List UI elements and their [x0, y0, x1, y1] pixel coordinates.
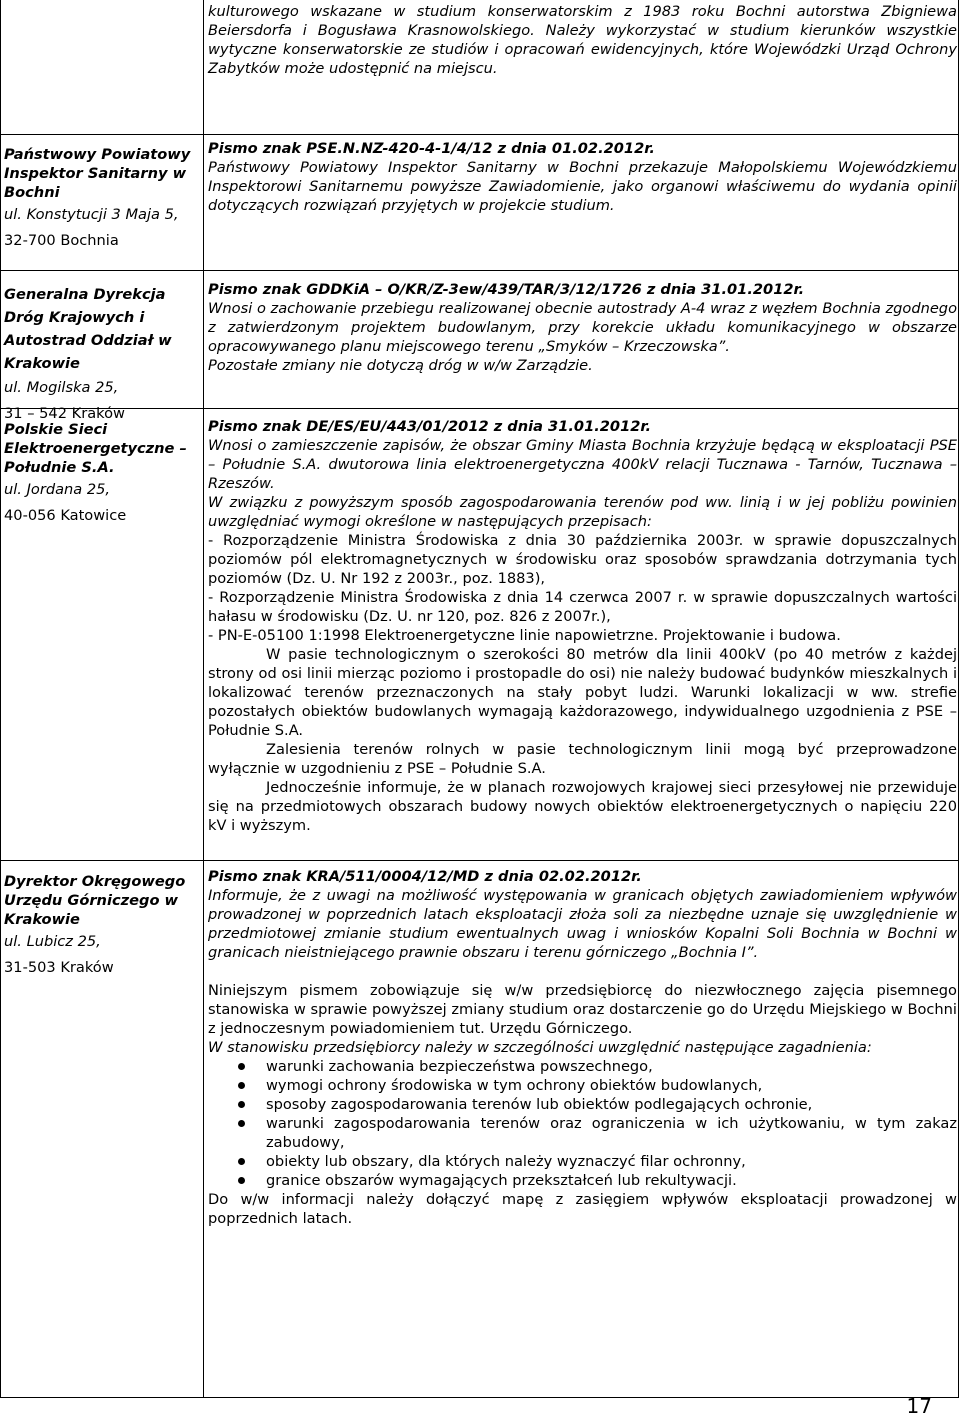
sender-street: ul. Mogilska 25,: [4, 379, 119, 396]
table-column-divider: [203, 0, 204, 1398]
sender-city: 32-700 Bochnia: [4, 232, 119, 249]
row-divider-1: [0, 134, 959, 135]
sender-city: 31-503 Kraków: [4, 959, 114, 976]
bullet-icon: [238, 1120, 245, 1127]
page-number: 17: [906, 1394, 932, 1418]
response-paragraph-4: Zalesienia terenów rolnych w pasie technologicznym linii mogą być przeprowadzone wyłącznie w uzgodnieniu z PSE – Południe S.A.: [208, 741, 957, 777]
sender-street: ul. Jordana 25,: [4, 481, 111, 498]
intro-paragraph: kulturowego wskazane w studium konserwatorskim z 1983 roku Bochni autorstwa Zbigniewa Beiersdorfa i Bogusława Krasnowolskiego. Należy wykorzystać w studium kierunków wszystkie wytyczne konserwatorskie ze studiów i opracowań ewidencyjnych, które Wojewódzki Urząd Ochrony Zabytków może udostępnić na miejscu.: [208, 3, 957, 77]
sender-gddkia: [4, 283, 209, 423]
response-paragraph-3: W stanowisku przedsiębiorcy należy w szczególności uwzględnić następujące zagadnienia:: [208, 1039, 872, 1056]
list-item: granice obszarów wymagających przekształceń lub rekultywacji.: [266, 1171, 957, 1190]
sender-city: 31 – 542 Kraków: [4, 405, 125, 422]
list-item: sposoby zagospodarowania terenów lub obiektów podlegających ochronie,: [266, 1095, 957, 1114]
response-body: Państwowy Powiatowy Inspektor Sanitarny w Bochni przekazuje Małopolskiemu Wojewódzkiemu Inspektorowi Sanitarnemu powyższe Zawiadomienie, jako organowi właściwemu do wydania opinii dotyczących rozwiązań przyjętych w projekcie studium.: [208, 159, 957, 214]
sender-street: ul. Lubicz 25,: [4, 933, 101, 950]
bullet-icon: [238, 1158, 245, 1165]
row-divider-4: [0, 860, 959, 861]
sender-sanepid: [4, 145, 200, 250]
letter-reference: Pismo znak DE/ES/EU/443/01/2012 z dnia 31.01.2012r.: [208, 418, 652, 435]
response-body-2: Pozostałe zmiany nie dotyczą dróg w w/w Zarządzie.: [208, 357, 593, 374]
bullet-icon: [238, 1063, 245, 1070]
response-paragraph-1: Informuje, że z uwagi na możliwość występowania w granicach objętych zawiadomieniem wpływów prowadzonej w poprzednich latach eksploatacji złoża soli za niezbędne uznaje się uwzględnienie w przedmiotowej zmianie studium ewentualnych uwag i wniosków Kopalni Soli Bochnia w Bochni w granicach nieistniejącego prawnie obszaru i terenu górniczego „Bochnia I”.: [208, 887, 957, 961]
response-pse: [208, 417, 957, 835]
bullet-icon: [238, 1082, 245, 1089]
letter-reference: Pismo znak PSE.N.NZ-420-4-1/4/12 z dnia 01.02.2012r.: [208, 140, 655, 157]
sender-street: ul. Konstytucji 3 Maja 5,: [4, 206, 179, 223]
issues-list: [208, 1057, 957, 1190]
sender-oug: [4, 872, 200, 977]
intro-text: [208, 2, 957, 78]
letter-reference: Pismo znak GDDKiA – O/KR/Z-3ew/439/TAR/3/12/1726 z dnia 31.01.2012r.: [208, 281, 805, 298]
bullet-icon: [238, 1177, 245, 1184]
sender-name: Dyrektor Okręgowego Urzędu Górniczego w Krakowie: [4, 873, 186, 928]
sender-pse: [4, 420, 200, 525]
response-paragraph-2: W związku z powyższym sposób zagospodarowania terenów pod ww. linią i w jej pobliżu powinien uwzględniać wymogi określone w następujących przepisach:: [208, 494, 957, 530]
sender-city: 40-056 Katowice: [4, 507, 127, 524]
regulation-3: - PN-E-05100 1:1998 Elektroenergetyczne linie napowietrzne. Projektowanie i budowa.: [208, 627, 841, 644]
table-right-border: [958, 0, 959, 1398]
regulation-2: - Rozporządzenie Ministra Środowiska z dnia 14 czerwca 2007 r. w sprawie dopuszczalnych wartości hałasu w środowisku (Dz. U. nr 120, poz. 826 z 2007r.),: [208, 589, 957, 625]
regulation-1: - Rozporządzenie Ministra Środowiska z dnia 30 października 2003r. w sprawie dopuszczalnych poziomów pól elektromagnetycznych w środowisku oraz sposobów sprawdzania dotrzymania tych poziomów (Dz. U. Nr 192 z 2003r., poz. 1883),: [208, 532, 957, 587]
response-paragraph-4: Do w/w informacji należy dołączyć mapę z zasięgiem wpływów eksploatacji prowadzonej w poprzednich latach.: [208, 1191, 957, 1227]
response-paragraph-3: W pasie technologicznym o szerokości 80 metrów dla linii 400kV (po 40 metrów z każdej strony od osi linii mierząc poziomo i prostopadle do osi) nie należy budować budynków mieszkalnych i lokalizować terenów przeznaczonych na stały pobyt ludzi. Warunki lokalizacji w ww. strefie pozostałych obiektów budowlanych wymagają każdorazowego, indywidualnego uzgodnienia z PSE – Południe S.A.: [208, 646, 957, 739]
response-sanepid: [208, 139, 957, 215]
table-left-border: [0, 0, 1, 1398]
sender-name: Polskie Sieci Elektroenergetyczne – Południe S.A.: [4, 421, 187, 476]
list-item: warunki zagospodarowania terenów oraz ograniczenia w ich użytkowaniu, w tym zakaz zabudowy,: [266, 1114, 957, 1152]
response-paragraph-5: Jednocześnie informuje, że w planach rozwojowych krajowej sieci przesyłowej nie przewiduje się na przedmiotowych obszarach budowy nowych obiektów elektroenergetycznych o napięciu 220 kV i wyższym.: [208, 779, 957, 834]
letter-reference: Pismo znak KRA/511/0004/12/MD z dnia 02.02.2012r.: [208, 868, 642, 885]
bullet-icon: [238, 1101, 245, 1108]
row-divider-2: [0, 270, 959, 271]
list-item: wymogi ochrony środowiska w tym ochrony obiektów budowlanych,: [266, 1076, 957, 1095]
list-item: warunki zachowania bezpieczeństwa powszechnego,: [266, 1057, 957, 1076]
response-paragraph-1: Wnosi o zamieszczenie zapisów, że obszar Gminy Miasta Bochnia krzyżuje będącą w eksploatacji PSE – Południe S.A. dwutorowa linia elektroenergetyczna 400kV relacji Tucznawa - Tarnów, Tucznawa – Rzeszów.: [208, 437, 957, 492]
response-oug: [208, 867, 957, 1228]
sender-name: Państwowy Powiatowy Inspektor Sanitarny w Bochni: [4, 146, 191, 201]
list-item: obiekty lub obszary, dla których należy wyznaczyć filar ochronny,: [266, 1152, 957, 1171]
response-gddkia: [208, 280, 957, 375]
response-body: Wnosi o zachowanie przebiegu realizowanej obecnie autostrady A-4 wraz z węzłem Bochnia zgodnego z zatwierdzonym projektem budowlanym, przy korekcie układu komunikacyjnego w obszarze opracowywanego planu miejscowego terenu „Smyków – Krzeczowska”.: [208, 300, 957, 355]
response-paragraph-2: Niniejszym pismem zobowiązuje się w/w przedsiębiorcę do niezwłocznego zajęcia pisemnego stanowiska w sprawie powyższej zmiany studium oraz dostarczenie go do Urzędu Miejskiego w Bochni z jednoczesnym powiadomieniem tut. Urzędu Górniczego.: [208, 982, 957, 1037]
table-bottom-border: [0, 1397, 959, 1398]
sender-name: Generalna Dyrekcja Dróg Krajowych i Autostrad Oddział w Krakowie: [4, 286, 172, 372]
